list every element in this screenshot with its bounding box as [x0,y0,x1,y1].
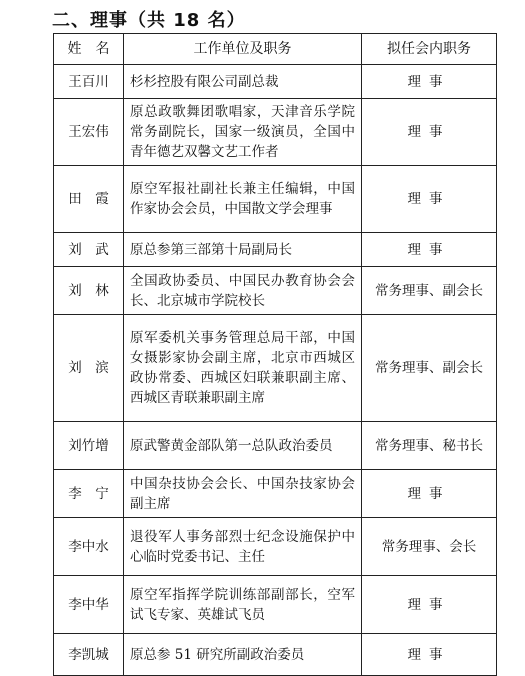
member-work: 原空军指挥学院训练部副部长，空军试飞专家、英雄试飞员 [124,576,362,634]
table-row [54,166,497,233]
member-role: 理事 [362,634,497,676]
table-row [54,576,497,634]
member-name: 田 霞 [54,166,124,233]
header-name: 姓 名 [54,34,124,65]
member-work: 原总参 51 研究所副政治委员 [124,634,362,676]
member-work: 杉杉控股有限公司副总裁 [124,65,362,99]
member-work: 原武警黄金部队第一总队政治委员 [124,422,362,470]
header-role: 拟任会内职务 [362,34,497,65]
member-role: 理事 [362,65,497,99]
member-name: 刘竹增 [54,422,124,470]
table-row [54,65,497,99]
table-header-row [54,34,497,65]
member-name: 刘 滨 [54,315,124,422]
member-name: 李凯城 [54,634,124,676]
member-name: 李中华 [54,576,124,634]
member-role: 理事 [362,470,497,518]
member-work: 原空军报社副社长兼主任编辑，中国作家协会会员，中国散文学会理事 [124,166,362,233]
table-row [54,99,497,166]
table-row [54,634,497,676]
member-role: 常务理事、秘书长 [362,422,497,470]
table-row [54,267,497,315]
member-role: 理事 [362,233,497,267]
member-role: 理事 [362,576,497,634]
member-name: 刘 林 [54,267,124,315]
member-name: 李中水 [54,518,124,576]
member-work: 原军委机关事务管理总局干部，中国女摄影家协会副主席，北京市西城区政协常委、西城区妇联兼职副主席、西城区青联兼职副主席 [124,315,362,422]
table-row [54,518,497,576]
member-role: 常务理事、副会长 [362,267,497,315]
table-row [54,422,497,470]
member-name: 王百川 [54,65,124,99]
table-row [54,233,497,267]
member-work: 退役军人事务部烈士纪念设施保护中心临时党委书记、主任 [124,518,362,576]
member-role: 常务理事、副会长 [362,315,497,422]
member-name: 王宏伟 [54,99,124,166]
table-row [54,315,497,422]
member-name: 李 宁 [54,470,124,518]
member-role: 理事 [362,99,497,166]
member-work: 全国政协委员、中国民办教育协会会长、北京城市学院校长 [124,267,362,315]
member-name: 刘 武 [54,233,124,267]
member-work: 原总参第三部第十局副局长 [124,233,362,267]
member-role: 常务理事、会长 [362,518,497,576]
section-heading: 二、理事（共 18 名） [52,10,246,31]
header-work: 工作单位及职务 [124,34,362,65]
table-row [54,470,497,518]
director-table [53,33,497,676]
member-role: 理事 [362,166,497,233]
member-work: 中国杂技协会会长、中国杂技家协会副主席 [124,470,362,518]
member-work: 原总政歌舞团歌唱家，天津音乐学院常务副院长，国家一级演员，全国中青年德艺双馨文艺工作者 [124,99,362,166]
